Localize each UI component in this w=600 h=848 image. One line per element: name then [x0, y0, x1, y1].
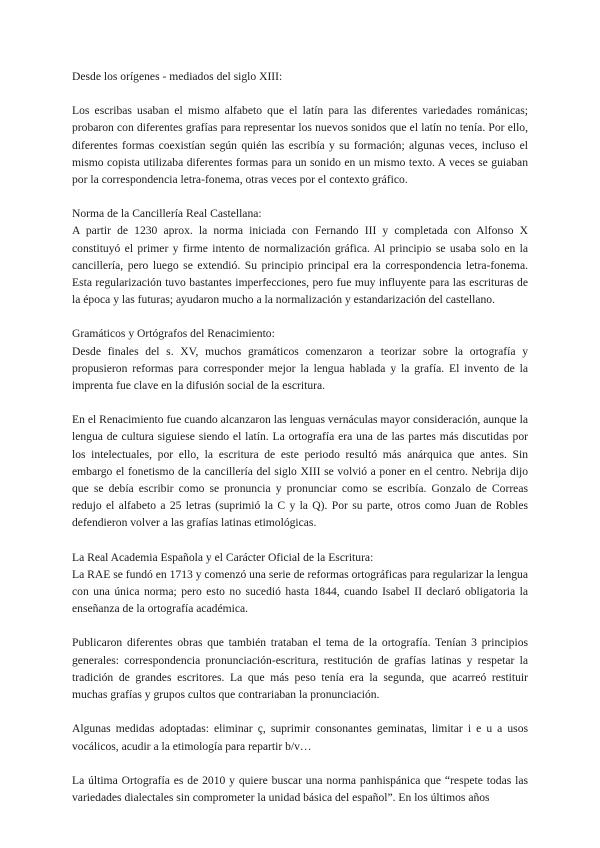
section-heading-rae: La Real Academia Española y el Carácter Oficial de la Escritura:	[72, 550, 374, 564]
section-heading-chancery: Norma de la Cancillería Real Castellana:	[72, 207, 262, 221]
section-heading-renaissance: Gramáticos y Ortógrafos del Renacimiento:	[72, 327, 275, 341]
paragraph-renaissance-1: Desde finales del s. XV, muchos gramáticos comenzaron a teorizar sobre la ortografía y propusieron reformas para corresponder mejor la lengua hablada y la grafía. El invento de la imprenta fue clave en la difusión social de la escritura.	[72, 344, 528, 393]
paragraph-origins: Los escribas usaban el mismo alfabeto que el latín para las diferentes variedades románicas; probaron con diferentes grafías para representar los nuevos sonidos que el latín no tenía. Por ello, diferentes formas coexistían según quién las escribía y su formación; algunas veces, incluso el mismo copista utilizaba diferentes formas para un sonido en un mismo texto. A veces se guiaban por la correspondencia letra-fonema, otras veces por el contexto gráfico.	[72, 104, 528, 187]
paragraph-rae-4: La última Ortografía es de 2010 y quiere buscar una norma panhispánica que “respete todas las variedades dialectales sin comprometer la unidad básica del español”. En los últimos años	[72, 773, 528, 804]
paragraph-renaissance-2: En el Renacimiento fue cuando alcanzaron las lenguas vernáculas mayor consideración, aunque la lengua de cultura siguiese siendo el latín. La ortografía era una de las partes más discutidas por los intelectuales, por ello, la escritura de este periodo resultó más anárquica que antes. Sin embargo el fonetismo de la cancillería del siglo XIII se volvió a poner en el centro. Nebrija dijo que se debía escribir como se pronuncia y pronunciar como se escribía. Gonzalo de Correas redujo el alfabeto a 25 letras (suprimió la C y la Q). Por su parte, otros como Juan de Robles defendieron volver a las grafías latinas etimológicas.	[72, 413, 528, 530]
section-heading-origins: Desde los orígenes - mediados del siglo XIII:	[72, 70, 283, 83]
paragraph-chancery: A partir de 1230 aprox. la norma iniciada con Fernando III y completada con Alfonso X constituyó el primer y firme intento de normalización gráfica. Al principio se usaba solo en la cancillería, pero luego se extendió. Su principio principal era la correspondencia letra-fonema. Esta regularización tuvo bastantes imperfecciones, pero fue muy influyente para las escrituras de la época y las futuras; ayudaron mucho a la normalización y estandarización del castellano.	[72, 224, 528, 307]
paragraph-rae-2: Publicaron diferentes obras que también trataban el tema de la ortografía. Tenían 3 principios generales: correspondencia pronunciación-escritura, restitución de grafías latinas y respetar la tradición de grandes escritores. La que más peso tenía era la segunda, que acarreó restituir muchas grafías y grupos cultos que contrariaban la pronunciación.	[72, 636, 528, 702]
paragraph-rae-1: La RAE se fundó en 1713 y comenzó una serie de reformas ortográficas para regularizar la lengua con una única norma; pero esto no sucedió hasta 1844, cuando Isabel II declaró obligatoria la enseñanza de la ortografía académica.	[72, 567, 528, 616]
paragraph-rae-3: Algunas medidas adoptadas: eliminar ç, suprimir consonantes geminatas, limitar i e u a usos vocálicos, acudir a la etimología para repartir b/v…	[72, 722, 528, 753]
document-page	[72, 68, 528, 806]
